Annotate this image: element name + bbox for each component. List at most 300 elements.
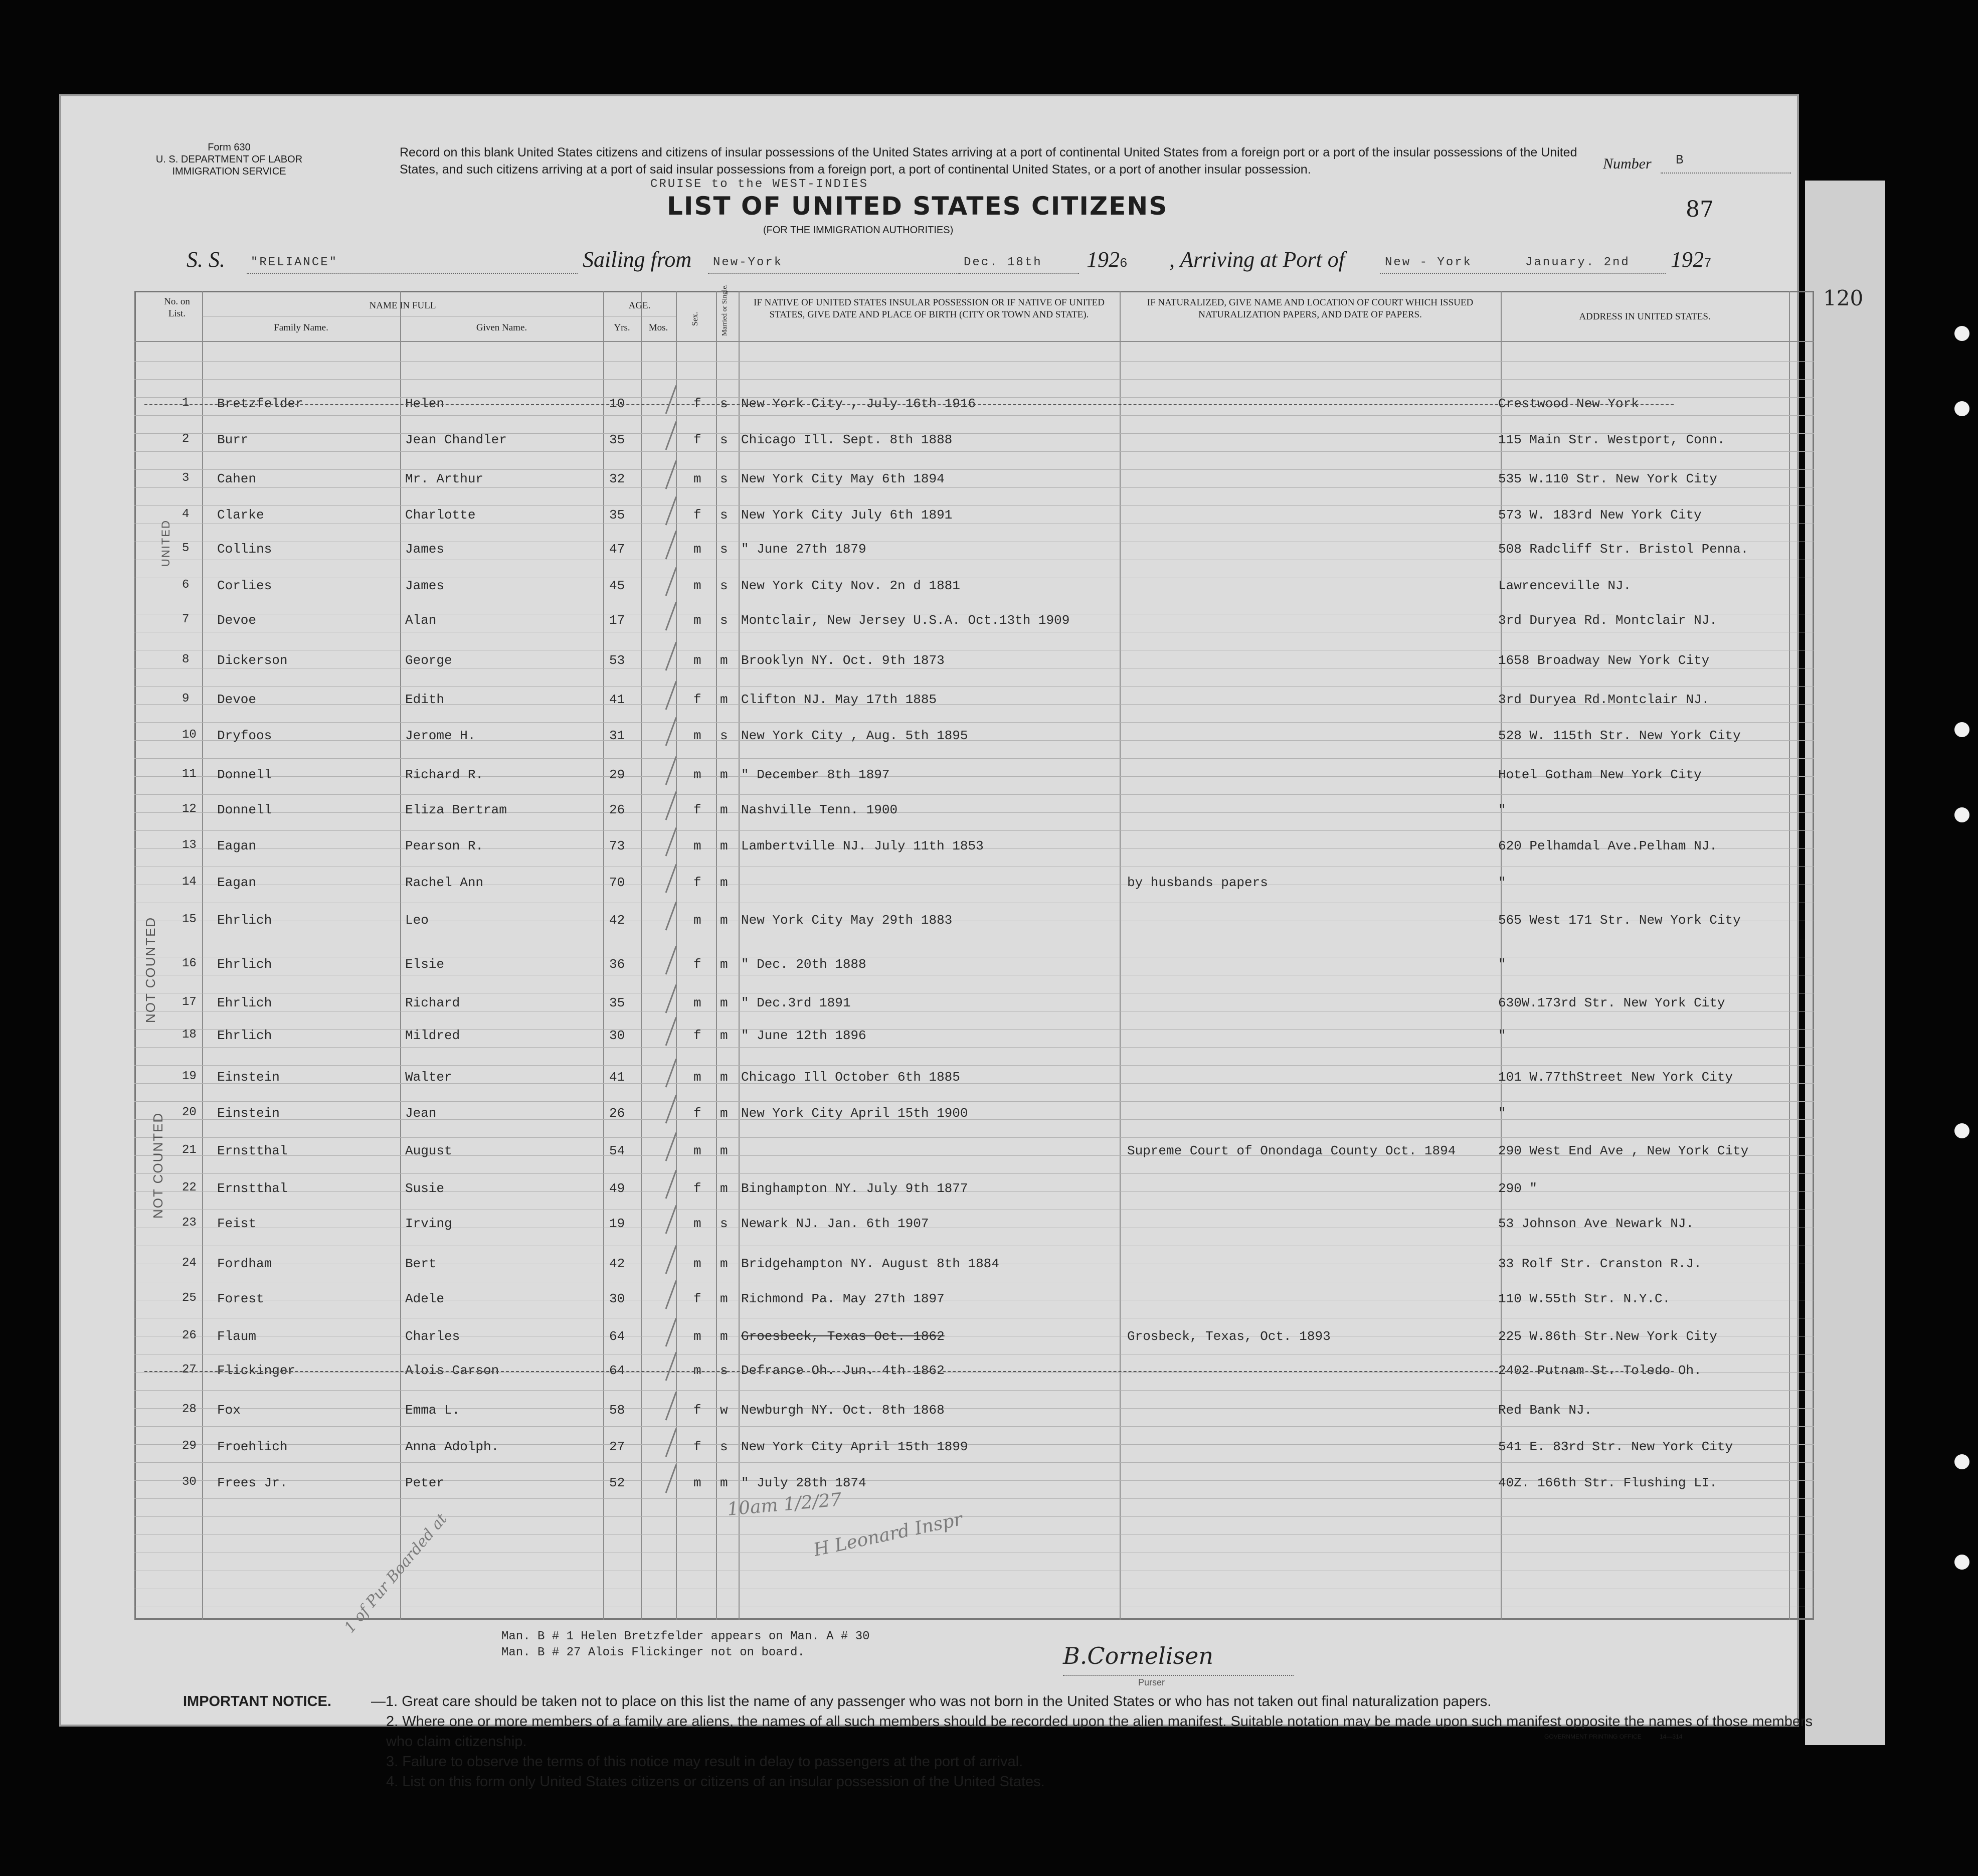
birth-place-date: Chicago Ill October 6th 1885 (741, 1070, 960, 1085)
ruled-line (134, 812, 1814, 813)
us-address: 40Z. 166th Str. Flushing LI. (1498, 1475, 1717, 1490)
col-naturalized-header: IF NATURALIZED, GIVE NAME AND LOCATION OF COURT WHICH ISSUED NATURALIZATION PAPERS, AND DATE OF PAPERS. (1147, 297, 1474, 320)
ruled-line (134, 1426, 1814, 1427)
family-name: Flickinger (217, 1363, 296, 1378)
naturalization-info: Grosbeck, Texas, Oct. 1893 (1127, 1329, 1331, 1344)
printer-code: 14—314 (1660, 1733, 1683, 1740)
purser-signature: B.Cornelisen (1063, 1642, 1214, 1669)
family-name: Devoe (217, 692, 257, 707)
marital-status: s (720, 578, 728, 593)
us-address: " (1498, 1106, 1506, 1121)
age: 27 (609, 1439, 625, 1454)
notice-label: IMPORTANT NOTICE. (183, 1693, 331, 1710)
year-digit: 7 (1704, 256, 1712, 271)
given-name: Eliza Bertram (405, 802, 507, 817)
ruled-line (134, 722, 1814, 723)
notice-item-1: —1. Great care should be taken not to place on this list the name of any passenger who was not born in the United States or who has not taken out final naturalization papers. (371, 1693, 1492, 1710)
signature-line (1063, 1675, 1294, 1676)
age: 29 (609, 767, 625, 782)
sex: m (693, 995, 701, 1010)
family-name: Ernstthal (217, 1181, 288, 1196)
marital-status: s (720, 432, 728, 447)
age: 35 (609, 995, 625, 1010)
family-name: Fox (217, 1403, 241, 1418)
row-number: 8 (182, 653, 190, 666)
ruled-line (134, 1390, 1814, 1391)
number-label: Number (1603, 155, 1652, 172)
marital-status: w (720, 1403, 728, 1418)
birth-place-date: " June 12th 1896 (741, 1028, 866, 1043)
us-address: 101 W.77thStreet New York City (1498, 1070, 1733, 1085)
marital-status: m (720, 802, 728, 817)
strike-through-line (144, 1371, 1674, 1372)
column-divider (1789, 291, 1790, 1620)
row-number: 25 (182, 1291, 197, 1305)
col-married-header: Married or Single. (721, 284, 729, 336)
given-name: Jean Chandler (405, 432, 507, 447)
family-name: Einstein (217, 1106, 280, 1121)
number-underline (1661, 173, 1791, 174)
us-address: 620 Pelhamdal Ave.Pelham NJ. (1498, 838, 1717, 854)
given-name: Jean (405, 1106, 437, 1121)
row-number: 28 (182, 1403, 197, 1416)
ss-label: S. S. (187, 247, 225, 272)
ruled-line (134, 830, 1814, 831)
ruled-line (134, 1191, 1814, 1192)
age: 54 (609, 1143, 625, 1158)
family-name: Ehrlich (217, 995, 272, 1010)
document-subtitle: (FOR THE IMMIGRATION AUTHORITIES) (763, 225, 954, 236)
age: 70 (609, 875, 625, 890)
sex: m (693, 838, 701, 854)
us-address: Lawrenceville NJ. (1498, 578, 1632, 593)
sex: m (693, 1216, 701, 1231)
row-number: 16 (182, 957, 197, 970)
col-yrs-header: Yrs. (614, 322, 630, 333)
row-number: 26 (182, 1329, 197, 1342)
birth-place-date: Groesbeck, Texas Oct. 1862 (741, 1329, 945, 1344)
row-number: 27 (182, 1363, 197, 1377)
birth-place-date: " Dec.3rd 1891 (741, 995, 851, 1010)
age: 42 (609, 913, 625, 928)
family-name: Donnell (217, 802, 272, 817)
col-sex-header: Sex. (691, 312, 699, 326)
sex: m (693, 578, 701, 593)
birth-place-date: New York City April 15th 1899 (741, 1439, 968, 1454)
row-number: 14 (182, 875, 197, 889)
row-number: 23 (182, 1216, 197, 1230)
age: 64 (609, 1329, 625, 1344)
birth-place-date: " June 27th 1879 (741, 542, 866, 557)
age: 35 (609, 432, 625, 447)
us-address: Red Bank NJ. (1498, 1403, 1592, 1418)
ship-underline (247, 273, 578, 274)
given-name: James (405, 578, 445, 593)
sex: m (693, 1475, 701, 1490)
column-divider (739, 291, 740, 1620)
sex: m (693, 542, 701, 557)
sex: m (693, 913, 701, 928)
ruled-line (134, 415, 1814, 416)
ruled-line (134, 1516, 1814, 1517)
us-address: " (1498, 802, 1506, 817)
marital-status: m (720, 957, 728, 972)
sex: f (693, 1403, 701, 1418)
birth-place-date: " December 8th 1897 (741, 767, 890, 782)
marital-status: s (720, 728, 728, 743)
not-counted-stamp: NOT COUNTED (143, 916, 158, 1023)
arriving-port: New - York (1385, 256, 1473, 269)
marital-status: m (720, 692, 728, 707)
col-age-header: AGE. (628, 300, 651, 311)
marital-status: m (720, 1028, 728, 1043)
given-name: Richard (405, 995, 460, 1010)
pencil-side-note: 1 of Pur Boarded at (340, 1510, 451, 1637)
given-name: George (405, 653, 452, 668)
given-name: Rachel Ann (405, 875, 484, 890)
marital-status: m (720, 913, 728, 928)
row-number: 21 (182, 1143, 197, 1157)
row-number: 6 (182, 578, 190, 592)
row-number: 10 (182, 728, 197, 742)
us-address: 3rd Duryea Rd.Montclair NJ. (1498, 692, 1710, 707)
given-name: Emma L. (405, 1403, 460, 1418)
given-name: Charlotte (405, 507, 476, 523)
age: 41 (609, 1070, 625, 1085)
sex: f (693, 396, 701, 411)
age: 53 (609, 653, 625, 668)
birth-place-date: Newburgh NY. Oct. 8th 1868 (741, 1403, 945, 1418)
row-number: 22 (182, 1181, 197, 1195)
family-name: Frees Jr. (217, 1475, 288, 1490)
ruled-line (134, 361, 1814, 362)
family-name: Collins (217, 542, 272, 557)
marital-status: m (720, 1143, 728, 1158)
sex: m (693, 1363, 701, 1378)
notice-item-4: 4. List on this form only United States citizens or citizens of an insular possession of the United States. (386, 1774, 1045, 1790)
year-arriving (1671, 247, 1712, 272)
family-name: Clarke (217, 507, 264, 523)
us-address: 565 West 171 Str. New York City (1498, 913, 1741, 928)
row-number: 18 (182, 1028, 197, 1042)
family-name: Devoe (217, 613, 257, 628)
binder-hole (1954, 722, 1969, 737)
birth-place-date: Lambertville NJ. July 11th 1853 (741, 838, 984, 854)
ruled-line (134, 487, 1814, 488)
family-name: Ehrlich (217, 913, 272, 928)
row-number: 7 (182, 613, 190, 626)
us-address: 110 W.55th Str. N.Y.C. (1498, 1291, 1671, 1306)
birth-place-date: Brooklyn NY. Oct. 9th 1873 (741, 653, 945, 668)
row-number: 15 (182, 913, 197, 926)
age: 17 (609, 613, 625, 628)
naturalization-info: by husbands papers (1127, 875, 1268, 890)
age: 36 (609, 957, 625, 972)
us-address: 290 West End Ave , New York City (1498, 1143, 1749, 1158)
family-name: Burr (217, 432, 249, 447)
printer: GOVERNMENT PRINTING OFFICE (1544, 1733, 1642, 1740)
age: 19 (609, 1216, 625, 1231)
given-name: Adele (405, 1291, 445, 1306)
notice-item-2: 2. Where one or more members of a family are aliens, the names of all such members should be recorded upon the alien manifest. Suitable notation may be made upon such manifest opposite the names of those members who claim citizenship. (386, 1714, 1813, 1750)
birth-place-date: " Dec. 20th 1888 (741, 957, 866, 972)
row-number: 4 (182, 507, 190, 521)
sex: f (693, 957, 701, 972)
age: 10 (609, 396, 625, 411)
us-address: 541 E. 83rd Str. New York City (1498, 1439, 1733, 1454)
sex: m (693, 728, 701, 743)
us-address: 33 Rolf Str. Cranston R.J. (1498, 1256, 1702, 1271)
row-number: 24 (182, 1256, 197, 1270)
us-address: Crestwood New York (1498, 396, 1639, 411)
col-mos-header: Mos. (648, 322, 668, 333)
us-address: " (1498, 1028, 1506, 1043)
column-divider (1120, 291, 1121, 1620)
given-name: Alois Carson (405, 1363, 499, 1378)
back-page-number: 120 (1823, 286, 1864, 310)
page-number: 87 (1686, 197, 1714, 222)
given-name: Peter (405, 1475, 445, 1490)
marital-status: m (720, 838, 728, 854)
birth-place-date: " July 28th 1874 (741, 1475, 866, 1490)
department: U. S. DEPARTMENT OF LABOR (155, 154, 303, 165)
pencil-inspector-note: H Leonard Inspr (812, 1509, 965, 1561)
number-value: B (1676, 152, 1684, 167)
manifest-table (134, 291, 1814, 1620)
col-birth-header: IF NATIVE OF UNITED STATES INSULAR POSSESSION OR IF NATIVE OF UNITED STATES, GIVE DATE AND PLACE OF BIRTH (CITY OR TOWN AND STATE). (754, 297, 1105, 320)
age: 73 (609, 838, 625, 854)
marital-status: m (720, 1291, 728, 1306)
row-number: 2 (182, 432, 190, 446)
sex: f (693, 1291, 701, 1306)
birth-place-date: New York City , Aug. 5th 1895 (741, 728, 968, 743)
row-number: 29 (182, 1439, 197, 1453)
marital-status: m (720, 767, 728, 782)
family-name: Fordham (217, 1256, 272, 1271)
column-divider (676, 291, 677, 1620)
column-divider (202, 291, 203, 1620)
given-name: August (405, 1143, 452, 1158)
sex: f (693, 507, 701, 523)
family-name: Bretzfelder (217, 396, 303, 411)
marital-status: m (720, 1106, 728, 1121)
row-number: 30 (182, 1475, 197, 1489)
age: 30 (609, 1291, 625, 1306)
sex: m (693, 1256, 701, 1271)
family-name: Dryfoos (217, 728, 272, 743)
age: 52 (609, 1475, 625, 1490)
family-name: Cahen (217, 471, 257, 486)
sailing-date-underline (959, 273, 1079, 274)
given-name: Leo (405, 913, 429, 928)
sailing-port-underline (708, 273, 959, 274)
birth-place-date: New York City July 6th 1891 (741, 507, 953, 523)
col-no-header: No. on List. (164, 296, 190, 319)
sailing-port: New-York (713, 256, 783, 269)
birth-place-date: New York City May 6th 1894 (741, 471, 945, 486)
marital-status: s (720, 542, 728, 557)
form-id (154, 141, 304, 178)
ruled-line (134, 686, 1814, 687)
col-name-header: NAME IN FULL (369, 300, 436, 311)
binder-hole (1954, 1454, 1969, 1469)
year-digit: 6 (1120, 256, 1128, 271)
birth-place-date: Nashville Tenn. 1900 (741, 802, 898, 817)
birth-place-date: Chicago Ill. Sept. 8th 1888 (741, 432, 953, 447)
notice-item-3: 3. Failure to observe the terms of this notice may result in delay to passengers at the port of arrival. (386, 1754, 1023, 1770)
us-address: 535 W.110 Str. New York City (1498, 471, 1717, 486)
row-number: 13 (182, 838, 197, 852)
ruled-line (134, 1047, 1814, 1048)
sex: m (693, 471, 701, 486)
marital-status: m (720, 995, 728, 1010)
binder-hole (1954, 807, 1969, 822)
sailing-date: Dec. 18th (964, 256, 1042, 269)
family-name: Froehlich (217, 1439, 288, 1454)
sex: f (693, 1439, 701, 1454)
given-name: Alan (405, 613, 437, 628)
column-divider (641, 291, 642, 1620)
marital-status: s (720, 507, 728, 523)
marital-status: s (720, 1439, 728, 1454)
birth-place-date: Clifton NJ. May 17th 1885 (741, 692, 937, 707)
sex: m (693, 767, 701, 782)
ruled-line (134, 1462, 1814, 1463)
column-divider (603, 291, 604, 1620)
back-page-edge (1805, 181, 1885, 1745)
us-address: 53 Johnson Ave Newark NJ. (1498, 1216, 1694, 1231)
ruled-line (134, 758, 1814, 759)
us-address: 573 W. 183rd New York City (1498, 507, 1702, 523)
sailing-label: Sailing from (583, 247, 692, 272)
sex: f (693, 1181, 701, 1196)
given-name: Elsie (405, 957, 445, 972)
row-number: 19 (182, 1070, 197, 1083)
ruled-line (134, 379, 1814, 380)
given-name: Mr. Arthur (405, 471, 484, 486)
sex: m (693, 613, 701, 628)
row-number: 11 (182, 767, 197, 781)
remark-1: Man. B # 1 Helen Bretzfelder appears on Man. A # 30 (501, 1630, 870, 1643)
given-name: Edith (405, 692, 445, 707)
age: 35 (609, 507, 625, 523)
given-name: James (405, 542, 445, 557)
given-name: Walter (405, 1070, 452, 1085)
family-name: Eagan (217, 838, 257, 854)
marital-status: s (720, 471, 728, 486)
ruled-line (134, 1065, 1814, 1066)
ruled-line (134, 469, 1814, 470)
marital-status: m (720, 1181, 728, 1196)
year-prefix: 192 (1087, 247, 1120, 272)
arriving-date: January. 2nd (1525, 256, 1630, 269)
ruled-line (134, 794, 1814, 795)
year-sailing (1087, 247, 1128, 272)
age: 26 (609, 802, 625, 817)
binder-hole (1954, 326, 1969, 341)
row-number: 9 (182, 692, 190, 706)
marital-status: m (720, 653, 728, 668)
sex: f (693, 432, 701, 447)
service: IMMIGRATION SERVICE (172, 166, 286, 177)
birth-place-date: New York City May 29th 1883 (741, 913, 953, 928)
naturalization-info: Supreme Court of Onondaga County Oct. 1894 (1127, 1143, 1456, 1158)
us-address: 225 W.86th Str.New York City (1498, 1329, 1717, 1344)
header-divider (134, 341, 1814, 342)
us-address: 1658 Broadway New York City (1498, 653, 1710, 668)
family-name: Donnell (217, 767, 272, 782)
us-address: 508 Radcliff Str. Bristol Penna. (1498, 542, 1749, 557)
col-family-header: Family Name. (274, 322, 328, 333)
age: 26 (609, 1106, 625, 1121)
remark-2: Man. B # 27 Alois Flickinger not on board. (501, 1646, 805, 1659)
row-number: 12 (182, 802, 197, 816)
marital-status: s (720, 1216, 728, 1231)
family-name: Ehrlich (217, 957, 272, 972)
not-counted-stamp: NOT COUNTED (150, 1112, 165, 1219)
age: 45 (609, 578, 625, 593)
age: 31 (609, 728, 625, 743)
row-number: 17 (182, 995, 197, 1009)
ruled-line (134, 1119, 1814, 1120)
us-address: 630W.173rd Str. New York City (1498, 995, 1725, 1010)
cruise-line: CRUISE to the WEST-INDIES (650, 178, 869, 191)
signature-title: Purser (1138, 1677, 1165, 1687)
given-name: Charles (405, 1329, 460, 1344)
marital-status: m (720, 1070, 728, 1085)
intro-text: Record on this blank United States citizens and citizens of insular possessions of the United States arriving at a port of continental United States from a foreign port or a port of the insular possessions of the United States, and such citizens arriving at a port of said insular possessions from a foreign port, a port of continental United States, or a port of another insular possession. (400, 145, 1577, 177)
marital-status: m (720, 1329, 728, 1344)
sex: m (693, 1070, 701, 1085)
form-number: Form 630 (208, 142, 251, 153)
birth-place-date: Richmond Pa. May 27th 1897 (741, 1291, 945, 1306)
given-name: Anna Adolph. (405, 1439, 499, 1454)
given-name: Helen (405, 396, 445, 411)
us-address: 3rd Duryea Rd. Montclair NJ. (1498, 613, 1717, 628)
marital-status: s (720, 1363, 728, 1378)
row-number: 20 (182, 1106, 197, 1119)
us-address: 290 " (1498, 1181, 1538, 1196)
marital-status: m (720, 875, 728, 890)
document-title: LIST OF UNITED STATES CITIZENS (667, 192, 1168, 221)
col-address-header: ADDRESS IN UNITED STATES. (1579, 311, 1711, 322)
ruled-line (134, 1534, 1814, 1535)
sex: f (693, 692, 701, 707)
united-stamp: UNITED (159, 520, 172, 567)
ruled-line (134, 1498, 1814, 1499)
us-address: 528 W. 115th Str. New York City (1498, 728, 1741, 743)
ruled-line (134, 1101, 1814, 1102)
family-name: Forest (217, 1291, 264, 1306)
age: 41 (609, 692, 625, 707)
row-number: 1 (182, 396, 190, 410)
given-name: Bert (405, 1256, 437, 1271)
ruled-line (134, 1029, 1814, 1030)
us-address: 2402 Putnam St. Toledo Oh. (1498, 1363, 1702, 1378)
birth-place-date: New York City , July 16th 1916 (741, 396, 976, 411)
birth-place-date: Bridgehampton NY. August 8th 1884 (741, 1256, 999, 1271)
ruled-line (134, 505, 1814, 506)
age: 42 (609, 1256, 625, 1271)
family-name: Feist (217, 1216, 257, 1231)
arriving-label: , Arriving at Port of (1169, 247, 1345, 272)
age: 30 (609, 1028, 625, 1043)
marital-status: m (720, 1256, 728, 1271)
marital-status: s (720, 396, 728, 411)
strike-through-line (144, 404, 1674, 405)
sex: m (693, 1329, 701, 1344)
given-name: Irving (405, 1216, 452, 1231)
